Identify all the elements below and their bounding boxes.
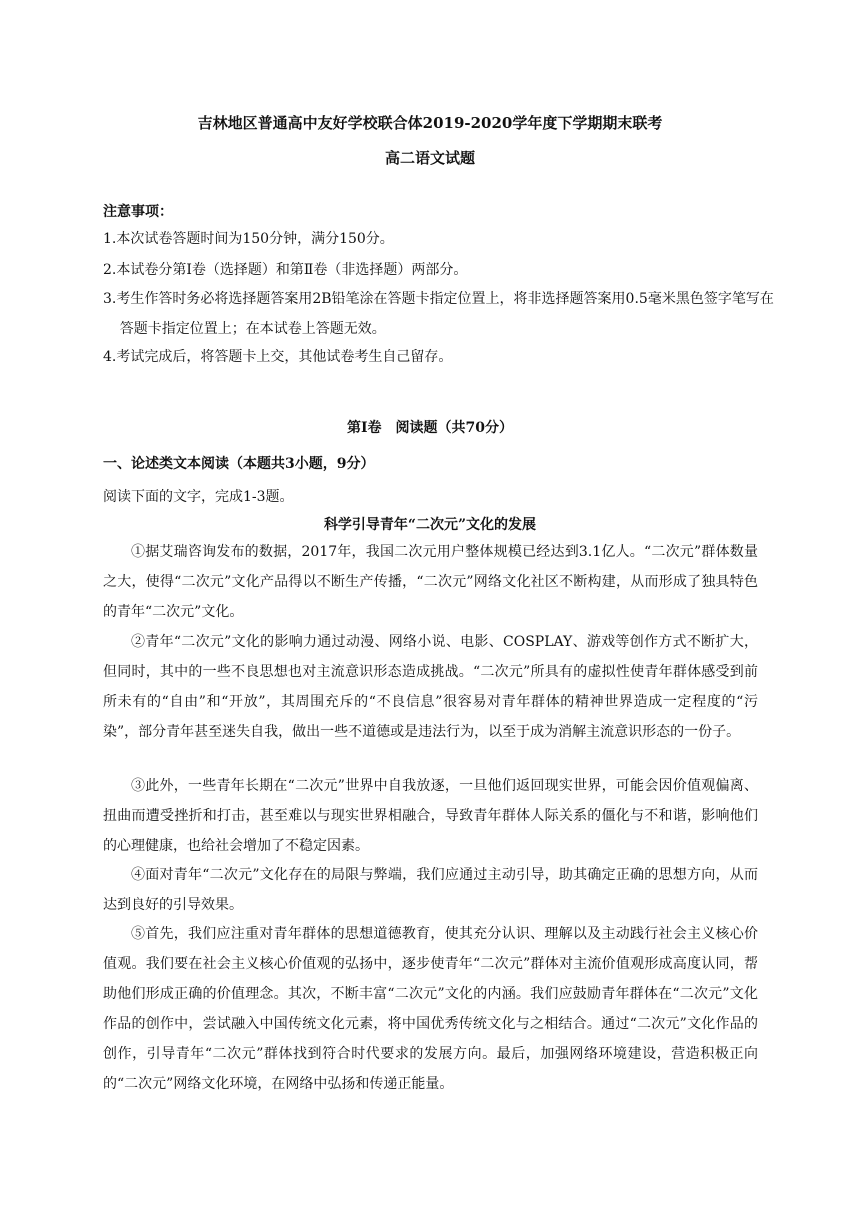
volume-title: 第Ⅰ卷 阅读题（共70分） [346, 420, 514, 436]
notice-item-4: 4.考试完成后，将答题卡上交，其他试卷考生自己留存。 [103, 349, 453, 365]
exam-subtitle: 高二语文试题 [384, 149, 475, 167]
notice-heading: 注意事项： [103, 204, 173, 220]
article-paragraph-2: ②青年“二次元”文化的影响力通过动漫、网络小说、电影、COSPLAY、游戏等创作方式不断扩大，但同时，其中的一些不良思想也对主流意识形态造成挑战。“二次元”所具有的虚拟性使青年群体感受到前所未有的“自由”和“开放”，其周围充斥的“不良信息”很容易对青年群体的精神世界造成一定程度的“污染”，部分青年甚至迷失自我，做出一些不道德或是违法行为，以至于成为消解主流意识形态的一份子。 [103, 634, 758, 740]
article-paragraph-1: ①据艾瑞咨询发布的数据，2017年，我国二次元用户整体规模已经达到3.1亿人。“二次元”群体数量之大，使得“二次元”文化产品得以不断生产传播，“二次元”网络文化社区不断构建，从而形成了独具特色的青年“二次元”文化。 [103, 544, 758, 620]
reading-instruction: 阅读下面的文字，完成1-3题。 [103, 489, 294, 505]
article-paragraph-4: ④面对青年“二次元”文化存在的局限与弊端，我们应通过主动引导，助其确定正确的思想方向，从而达到良好的引导效果。 [103, 867, 758, 913]
article-title: 科学引导青年“二次元”文化的发展 [323, 517, 537, 533]
article-paragraph-5: ⑤首先，我们应注重对青年群体的思想道德教育，使其充分认识、理解以及主动践行社会主义核心价值观。我们要在社会主义核心价值观的弘扬中，逐步使青年“二次元”群体对主流价值观形成高度认同，帮助他们形成正确的价值理念。其次，不断丰富“二次元”文化的内涵。我们应鼓励青年群体在“二次元”文化作品的创作中，尝试融入中国传统文化元素，将中国优秀传统文化与之相结合。通过“二次元”文化作品的创作，引导青年“二次元”群体找到符合时代要求的发展方向。最后，加强网络环境建设，营造积极正向的“二次元”网络文化环境，在网络中弘扬和传递正能量。 [103, 926, 758, 1092]
exam-title: 吉林地区普通高中友好学校联合体2019-2020学年度下学期期末联考 [197, 114, 663, 132]
article-paragraph-3: ③此外，一些青年长期在“二次元”世界中自我放逐，一旦他们返回现实世界，可能会因价值观偏离、扭曲而遭受挫折和打击，甚至难以与现实世界相融合，导致青年群体人际关系的僵化与不和谐，影响他们的心理健康，也给社会增加了不稳定因素。 [103, 778, 758, 854]
notice-item-3: 3.考生作答时务必将选择题答案用2B铅笔涂在答题卡指定位置上，将非选择题答案用0.5毫米黑色签字笔写在答题卡指定位置上；在本试卷上答题无效。 [103, 291, 774, 337]
notice-item-2: 2.本试卷分第Ⅰ卷（选择题）和第Ⅱ卷（非选择题）两部分。 [103, 262, 468, 278]
section-heading: 一、论述类文本阅读（本题共3小题，9分） [103, 456, 375, 472]
notice-item-1: 1.本次试卷答题时间为150分钟，满分150分。 [103, 231, 394, 247]
